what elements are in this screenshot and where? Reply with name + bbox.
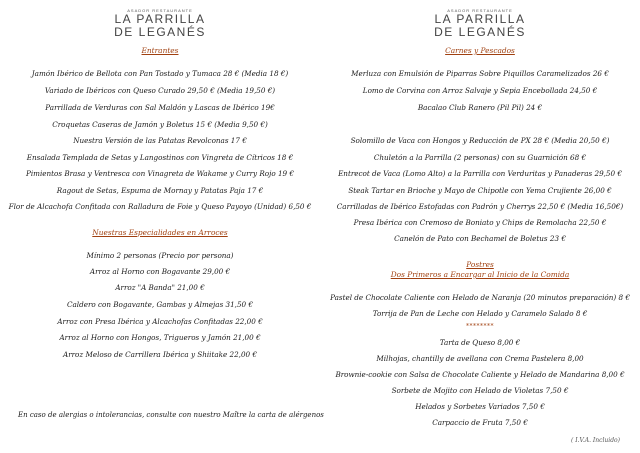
section-title-entrantes: Entrantes [141, 46, 179, 55]
restaurant-logo [0, 8, 320, 39]
menu-item: Pimientos Brasa y Ventresca con Vinagreta de Wakame y Curry Rojo 19 € [26, 169, 294, 178]
section-title-carnes: Carnes y Pescados [445, 46, 515, 55]
menu-item: Nuestra Versión de las Patatas Revolconas 17 € [73, 136, 247, 145]
menu-item: Carrilladas de Ibérico Estofadas con Padrón y Cherrys 22,50 € (Media 16,50€) [336, 202, 624, 211]
allergy-note: En caso de alergias o intolerancias, consulte con nuestro Maître la carta de alérgenos [18, 411, 324, 419]
menu-item: Helados y Sorbetes Variados 7,50 € [415, 402, 545, 411]
menu-item: Steak Tartar en Brioche y Mayo de Chipotle con Yema Crujiente 26,00 € [348, 186, 612, 195]
menu-item: Presa Ibérica con Cremoso de Boniato y Chips de Remolacha 22,50 € [353, 218, 607, 227]
menu-item: Caldero con Bogavante, Gambas y Almejas 31,50 € [67, 300, 253, 309]
restaurant-logo [320, 8, 640, 39]
menu-item: Parrillada de Verduras con Sal Maldón y Lascas de Ibérico 19€ [45, 103, 275, 112]
menu-item: Sorbete de Mojito con Helado de Violetas 7,50 € [391, 386, 569, 395]
menu-item: Arroz con Presa Ibérica y Alcachofas Confitadas 22,00 € [57, 317, 263, 326]
menu-item: Arroz al Horno con Hongos, Trigueros y Jamón 21,00 € [59, 333, 261, 342]
menu-item: Brownie-cookie con Salsa de Chocolate Caliente y Helado de Mandarina 8,00 € [335, 370, 625, 379]
menu-item: Carpaccio de Fruta 7,50 € [432, 418, 528, 427]
menu-item: Croquetas Caseras de Jamón y Boletus 15 € (Media 9,50 €) [52, 120, 268, 129]
menu-item: Bacalao Club Ranero (Pil Pil) 24 € [417, 103, 543, 112]
menu-item: Milhojas, chantilly de avellana con Crema Pastelera 8,00 [376, 354, 584, 363]
menu-item: Variado de Ibéricos con Queso Curado 29,50 € (Media 19,50 €) [44, 86, 276, 95]
iva-note: ( I.V.A. Incluido) [571, 437, 620, 444]
logo-line-2: DE LEGANÉS [434, 25, 526, 39]
logo-subtitle: ASADOR RESTAURANTE [447, 8, 513, 13]
section-title-postres: Postres [466, 260, 494, 269]
section-title-arroces: Nuestras Especialidades en Arroces [92, 228, 228, 237]
menu-item: Flor de Alcachofa Confitada con Ralladura de Foie y Queso Payoyo (Unidad) 6,50 € [8, 202, 312, 211]
menu-item: Ragout de Setas, Espuma de Mornay y Patatas Paja 17 € [56, 186, 264, 195]
menu-item: Mínimo 2 personas (Precio por persona) [86, 251, 234, 260]
menu-item: Jamón Ibérico de Bellota con Pan Tostado y Tumaca 28 € (Media 18 €) [31, 69, 289, 78]
menu-item: Chuletón a la Parrilla (2 personas) con su Guarnición 68 € [373, 153, 587, 162]
menu-item: Torrija de Pan de Leche con Helado y Caramelo Salado 8 € [372, 309, 588, 318]
logo-line-1: LA PARRILLA [114, 12, 206, 26]
menu-item: Arroz "A Banda" 21,00 € [115, 283, 205, 292]
menu-item: Merluza con Emulsión de Piparras Sobre Piquillos Caramelizados 26 € [351, 69, 609, 78]
menu-item: Lomo de Corvina con Arroz Salvaje y Sepia Encebollada 24,50 € [362, 86, 598, 95]
postres-subtitle: Dos Primeros a Encargar al Inicio de la Comida [390, 270, 570, 279]
logo-subtitle: ASADOR RESTAURANTE [127, 8, 193, 13]
menu-item: Canelón de Pato con Bechamel de Boletus 23 € [394, 234, 566, 243]
menu-item: Arroz Meloso de Carrillera Ibérica y Shiitake 22,00 € [63, 350, 257, 359]
menu-item: Entrecot de Vaca (Lomo Alto) a la Parrilla con Verduritas y Panaderas 29,50 € [338, 169, 622, 178]
logo-line-2: DE LEGANÉS [114, 25, 206, 39]
menu-item: Tarta de Queso 8,00 € [439, 338, 521, 347]
menu-item: Ensalada Templada de Setas y Langostinos con Vingreta de Cítricos 18 € [26, 153, 294, 162]
menu-item: Pastel de Chocolate Caliente con Helado de Naranja (20 minutos preparación) 8 € [330, 293, 630, 302]
menu-item: Arroz al Horno con Bogavante 29,00 € [89, 267, 231, 276]
menu-page-right [320, 0, 640, 453]
separator-stars: ******** [466, 323, 494, 330]
menu-item: Solomillo de Vaca con Hongos y Reducción de PX 28 € (Media 20,50 €) [350, 136, 610, 145]
logo-line-1: LA PARRILLA [434, 12, 526, 26]
